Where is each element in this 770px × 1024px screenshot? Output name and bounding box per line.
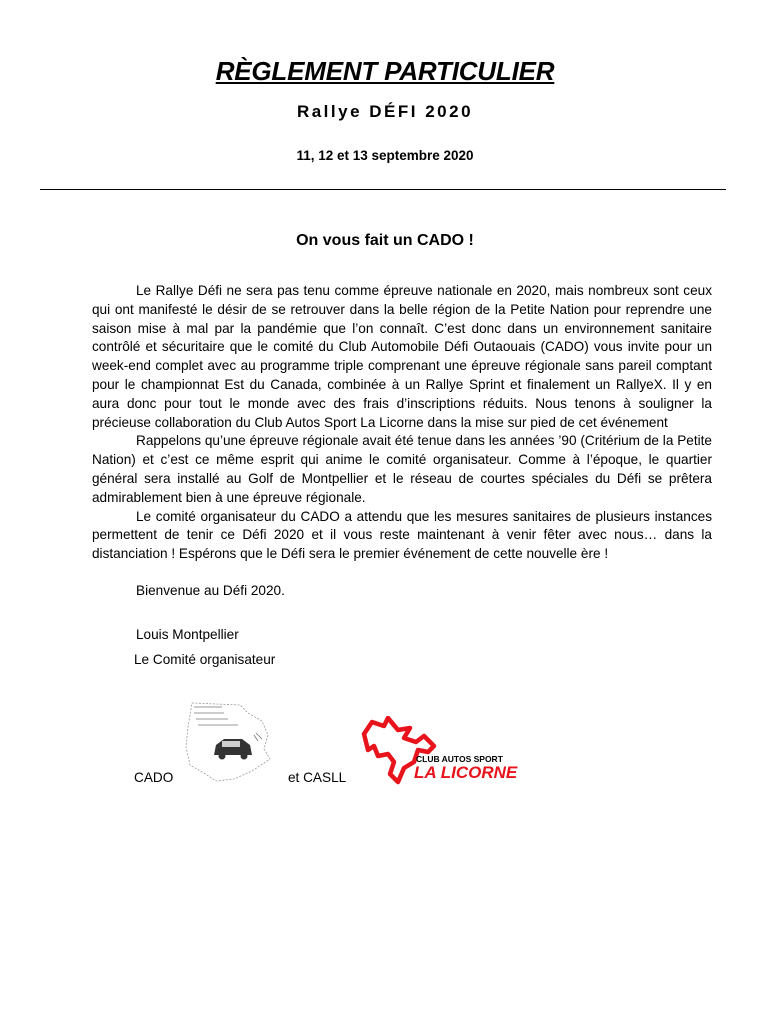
- paragraph-1: Le Rallye Défi ne sera pas tenu comme épreuve nationale en 2020, mais nombreux sont ceux qui ont manifesté le désir de se retrouver dans la belle région de la Petite Nation pour reprendre une saison mise à mal par la pandémie que l’on connaît. C’est donc dans un environnement sanitaire contrôlé et sécuritaire que le comité du Club Automobile Défi Outaouais (CADO) vous invite pour un week-end complet avec au programme triple comprenant une épreuve régionale sans pareil comptant pour le championnat Est du Canada, combinée à un Rallye Sprint et finalement un RallyeX. Il y en aura donc pour tout le monde avec des frais d’inscriptions réduits. Nous tenons à souligner la précieuse collaboration du Club Autos Sport La Licorne dans la mise sur pied de cet événement: [92, 283, 712, 430]
- signature-name: Louis Montpellier: [136, 627, 239, 642]
- document-title: RÈGLEMENT PARTICULIER: [215, 56, 555, 86]
- cado-label: CADO: [134, 770, 174, 785]
- licorne-club-text: CLUB AUTOS SPORT: [416, 754, 503, 764]
- cado-logo: [182, 699, 274, 783]
- paragraph-2: Rappelons qu’une épreuve régionale avait été tenue dans les années ’90 (Critérium de la Petite Nation) et c’est ce même esprit qui anime le comité organisateur. Comme à l’époque, le quartier général sera installé au Golf de Montpellier et le réseau de courtes spéciales du Défi se prêtera admirablement bien à une épreuve régionale.: [92, 433, 712, 505]
- licorne-name-text: LA LICORNE: [414, 763, 518, 782]
- section-heading: On vous fait un CADO !: [296, 232, 474, 249]
- event-dates: 11, 12 et 13 septembre 2020: [296, 148, 474, 163]
- casll-label: et CASLL: [288, 770, 347, 785]
- la-licorne-logo: [358, 716, 520, 786]
- horizontal-rule: [40, 189, 726, 190]
- signature-committee: Le Comité organisateur: [134, 652, 276, 667]
- welcome-line: Bienvenue au Défi 2020.: [136, 583, 285, 598]
- document-subtitle: Rallye DÉFI 2020: [296, 102, 474, 121]
- paragraph-3: Le comité organisateur du CADO a attendu que les mesures sanitaires de plusieurs instances permettent de tenir ce Défi 2020 et il vous reste maintenant à venir fêter avec nous… dans la distanciation ! Espérons que le Défi sera le premier événement de cette nouvelle ère !: [92, 508, 712, 562]
- body-text: [92, 282, 712, 564]
